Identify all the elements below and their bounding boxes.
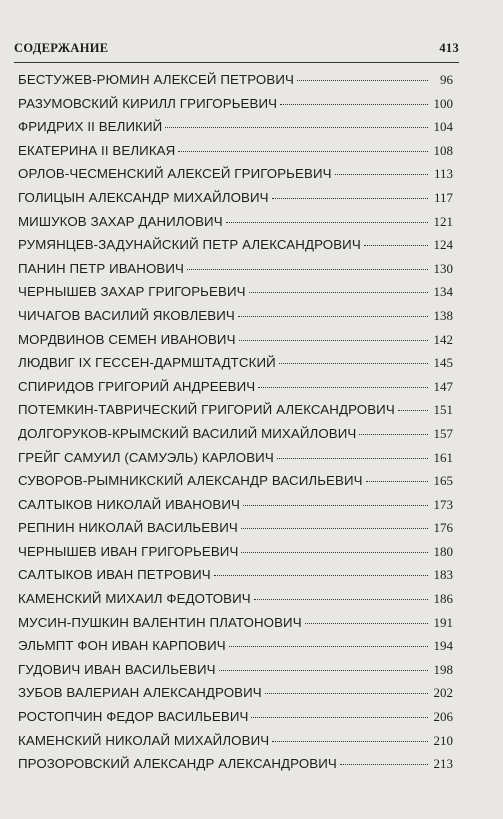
dot-leader	[272, 198, 428, 199]
toc-entry[interactable]	[18, 540, 453, 564]
toc-entry[interactable]	[18, 729, 453, 753]
toc-entry-title: ПОТЕМКИН-ТАВРИЧЕСКИЙ ГРИГОРИЙ АЛЕКСАНДРОВИЧ	[18, 402, 395, 418]
dot-leader	[277, 458, 428, 459]
toc-entry-title: САЛТЫКОВ ИВАН ПЕТРОВИЧ	[18, 567, 211, 583]
toc-entry-page-number: 194	[433, 638, 453, 654]
toc-entry-page-number: 213	[433, 756, 453, 772]
toc-entry[interactable]	[18, 304, 453, 328]
toc-entry[interactable]	[18, 469, 453, 493]
dot-leader	[249, 292, 428, 293]
toc-entry-title: РЕПНИН НИКОЛАЙ ВАСИЛЬЕВИЧ	[18, 520, 238, 536]
dot-leader	[258, 387, 428, 388]
toc-entry[interactable]	[18, 516, 453, 540]
toc-entry-page-number: 108	[433, 142, 453, 158]
dot-leader	[226, 222, 428, 223]
toc-entry-title: ФРИДРИХ II ВЕЛИКИЙ	[18, 119, 163, 135]
dot-leader	[366, 481, 428, 482]
toc-entry-page-number: 206	[433, 709, 453, 725]
toc-entry[interactable]	[18, 233, 453, 257]
dot-leader	[340, 764, 428, 765]
toc-entry[interactable]	[18, 92, 453, 116]
dot-leader	[214, 575, 428, 576]
toc-entry[interactable]	[18, 139, 453, 163]
dot-leader	[272, 741, 428, 742]
dot-leader	[359, 434, 428, 435]
toc-entry-title: РУМЯНЦЕВ-ЗАДУНАЙСКИЙ ПЕТР АЛЕКСАНДРОВИЧ	[18, 237, 361, 253]
toc-entry-title: БЕСТУЖЕВ-РЮМИН АЛЕКСЕЙ ПЕТРОВИЧ	[18, 72, 294, 87]
dot-leader	[178, 151, 428, 152]
toc-entry-title: ЧЕРНЫШЕВ ЗАХАР ГРИГОРЬЕВИЧ	[18, 284, 246, 300]
toc-entry-title: ДОЛГОРУКОВ-КРЫМСКИЙ ВАСИЛИЙ МИХАЙЛОВИЧ	[18, 425, 357, 441]
toc-entry[interactable]	[18, 587, 453, 611]
dot-leader	[398, 410, 428, 411]
toc-entry-page-number: 161	[433, 449, 453, 465]
dot-leader	[305, 623, 428, 624]
toc-entry[interactable]	[18, 752, 453, 776]
toc-entry-title: РАЗУМОВСКИЙ КИРИЛЛ ГРИГОРЬЕВИЧ	[18, 95, 278, 111]
toc-entry-title: САЛТЫКОВ НИКОЛАЙ ИВАНОВИЧ	[18, 496, 240, 512]
dot-leader	[239, 340, 428, 341]
toc-entry[interactable]	[18, 446, 453, 470]
toc-entry[interactable]	[18, 658, 453, 682]
toc-entry-title: СУВОРОВ-РЫМНИКСКИЙ АЛЕКСАНДР ВАСИЛЬЕВИЧ	[18, 473, 363, 489]
toc-entry-title: МИШУКОВ ЗАХАР ДАНИЛОВИЧ	[18, 213, 223, 229]
section-title: СОДЕРЖАНИЕ	[14, 41, 109, 55]
toc-entry-title: МОРДВИНОВ СЕМЕН ИВАНОВИЧ	[18, 331, 236, 347]
toc-entry-title: СПИРИДОВ ГРИГОРИЙ АНДРЕЕВИЧ	[18, 378, 256, 394]
toc-entry-page-number: 142	[433, 331, 453, 347]
toc-entry[interactable]	[18, 328, 453, 352]
dot-leader	[229, 646, 428, 647]
toc-entry-page-number: 134	[433, 284, 453, 300]
toc-entry[interactable]	[18, 162, 453, 186]
toc-entry[interactable]	[18, 493, 453, 517]
dot-leader	[254, 599, 428, 600]
toc-entry-page-number: 130	[433, 260, 453, 276]
toc-entry-page-number: 121	[433, 213, 453, 229]
toc-entry[interactable]	[18, 257, 453, 281]
toc-entry-page-number: 104	[433, 119, 453, 135]
toc-entry-title: МУСИН-ПУШКИН ВАЛЕНТИН ПЛАТОНОВИЧ	[18, 614, 302, 630]
toc-entry-page-number: 191	[433, 614, 453, 630]
toc-entry-page-number: 117	[433, 189, 453, 205]
toc-entry-title: ЧЕРНЫШЕВ ИВАН ГРИГОРЬЕВИЧ	[18, 543, 239, 559]
toc-entry-title: ЛЮДВИГ IX ГЕССЕН-ДАРМШТАДТСКИЙ	[18, 355, 276, 371]
header-page-number: 413	[439, 41, 459, 55]
toc-entry-page-number: 202	[433, 685, 453, 701]
toc-entry-title: КАМЕНСКИЙ МИХАИЛ ФЕДОТОВИЧ	[18, 591, 251, 607]
toc-entry-page-number: 176	[433, 520, 453, 536]
dot-leader	[187, 269, 428, 270]
toc-entry-page-number: 113	[433, 166, 453, 182]
header-rule	[14, 62, 459, 63]
dot-leader	[241, 528, 428, 529]
toc-entry[interactable]	[18, 422, 453, 446]
toc-entry-page-number: 165	[433, 473, 453, 489]
toc-entry[interactable]	[18, 186, 453, 210]
toc-entry[interactable]	[18, 634, 453, 658]
toc-entry[interactable]	[18, 210, 453, 234]
toc-entry-title: ЗУБОВ ВАЛЕРИАН АЛЕКСАНДРОВИЧ	[18, 685, 262, 701]
toc-entry-page-number: 124	[433, 237, 453, 253]
dot-leader	[241, 552, 428, 553]
toc-entry-title: ГОЛИЦЫН АЛЕКСАНДР МИХАЙЛОВИЧ	[18, 189, 269, 205]
toc-entry-title: ЧИЧАГОВ ВАСИЛИЙ ЯКОВЛЕВИЧ	[18, 307, 235, 323]
dot-leader	[219, 670, 428, 671]
toc-entry-page-number: 96	[440, 72, 453, 87]
dot-leader	[243, 505, 428, 506]
toc-entry[interactable]	[18, 68, 453, 92]
toc-entry-title: ПРОЗОРОВСКИЙ АЛЕКСАНДР АЛЕКСАНДРОВИЧ	[18, 756, 337, 772]
toc-entry-page-number: 145	[433, 355, 453, 371]
toc-entry[interactable]	[18, 398, 453, 422]
toc-entry-page-number: 183	[433, 567, 453, 583]
toc-entry-title: ПАНИН ПЕТР ИВАНОВИЧ	[18, 260, 184, 276]
table-of-contents	[18, 68, 453, 776]
dot-leader	[251, 717, 428, 718]
toc-entry-page-number: 198	[433, 661, 453, 677]
toc-entry-page-number: 147	[433, 378, 453, 394]
dot-leader	[280, 104, 428, 105]
dot-leader	[165, 127, 428, 128]
toc-entry-page-number: 173	[433, 496, 453, 512]
toc-entry[interactable]	[18, 115, 453, 139]
toc-entry-title: ЕКАТЕРИНА II ВЕЛИКАЯ	[18, 142, 176, 158]
toc-entry-title: ГУДОВИЧ ИВАН ВАСИЛЬЕВИЧ	[18, 661, 216, 677]
toc-entry-page-number: 100	[433, 95, 453, 111]
toc-entry[interactable]	[18, 375, 453, 399]
toc-entry[interactable]	[18, 351, 453, 375]
dot-leader	[265, 693, 428, 694]
toc-entry-page-number: 151	[433, 402, 453, 418]
toc-entry-title: ЭЛЬМПТ ФОН ИВАН КАРПОВИЧ	[18, 638, 226, 654]
dot-leader	[335, 174, 428, 175]
dot-leader	[297, 80, 428, 81]
toc-entry[interactable]	[18, 611, 453, 635]
toc-entry-title: КАМЕНСКИЙ НИКОЛАЙ МИХАЙЛОВИЧ	[18, 732, 270, 748]
toc-entry-title: ГРЕЙГ САМУИЛ (САМУЭЛЬ) КАРЛОВИЧ	[18, 449, 274, 465]
dot-leader	[238, 316, 428, 317]
running-header	[14, 41, 459, 56]
toc-entry-page-number: 138	[433, 307, 453, 323]
toc-entry-page-number: 180	[433, 543, 453, 559]
dot-leader	[279, 363, 428, 364]
dot-leader	[364, 245, 428, 246]
toc-entry-page-number: 157	[433, 425, 453, 441]
toc-entry-title: ОРЛОВ-ЧЕСМЕНСКИЙ АЛЕКСЕЙ ГРИГОРЬЕВИЧ	[18, 166, 332, 182]
toc-entry[interactable]	[18, 563, 453, 587]
toc-entry-page-number: 186	[433, 591, 453, 607]
toc-entry-title: РОСТОПЧИН ФЕДОР ВАСИЛЬЕВИЧ	[18, 709, 249, 725]
toc-entry[interactable]	[18, 681, 453, 705]
toc-entry[interactable]	[18, 705, 453, 729]
toc-entry-page-number: 210	[433, 732, 453, 748]
toc-entry[interactable]	[18, 280, 453, 304]
